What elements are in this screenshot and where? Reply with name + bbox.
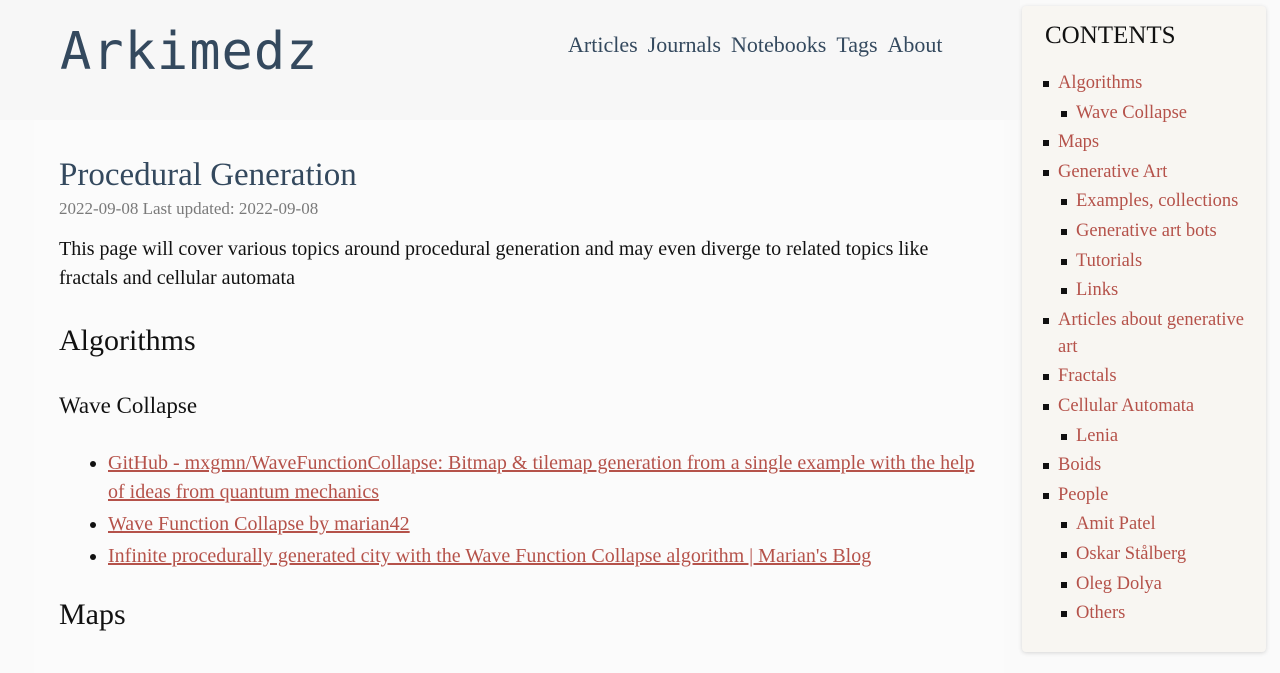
page-title: Procedural Generation (59, 157, 357, 193)
toc-link[interactable]: Articles about generative art (1058, 309, 1244, 357)
link-github-wavefunctioncollapse[interactable]: GitHub - mxgmn/WaveFunctionCollapse: Bitmap & tilemap generation from a single example with the help of ideas from quantum mechanics (108, 452, 975, 503)
main-nav (568, 32, 943, 58)
toc-link[interactable]: Examples, collections (1076, 191, 1239, 212)
toc-link[interactable]: Oskar Stålberg (1076, 543, 1187, 564)
toc-link[interactable]: Tutorials (1076, 250, 1143, 271)
site-header (0, 0, 1020, 120)
toc-item-oskar-stalberg (1060, 541, 1257, 568)
toc-link[interactable]: Links (1076, 280, 1119, 301)
nav-journals[interactable]: Journals (647, 32, 721, 57)
toc-link[interactable]: Generative Art (1058, 161, 1168, 182)
nav-articles[interactable]: Articles (568, 32, 638, 57)
toc-item-articles-generative-art (1042, 307, 1257, 361)
toc-item-examples-collections (1060, 188, 1257, 215)
section-heading-maps: Maps (59, 598, 126, 631)
toc-link[interactable]: Lenia (1076, 425, 1119, 446)
toc-item-maps (1042, 129, 1257, 156)
article-intro: This page will cover various topics around procedural generation and may even diverge to related topics like fractals and cellular automata (59, 238, 929, 289)
toc-link[interactable]: Cellular Automata (1058, 395, 1195, 416)
toc-link[interactable]: Wave Collapse (1076, 102, 1188, 123)
list-item (108, 542, 989, 571)
toc-link[interactable]: Amit Patel (1076, 514, 1156, 535)
toc-link[interactable]: Generative art bots (1076, 220, 1217, 241)
wave-collapse-link-list (59, 449, 989, 571)
section-heading-algorithms: Algorithms (59, 324, 196, 357)
toc-link[interactable]: People (1058, 484, 1109, 505)
article-content (59, 155, 989, 635)
toc-item-oleg-dolya (1060, 571, 1257, 598)
toc-link[interactable]: Oleg Dolya (1076, 573, 1162, 594)
nav-about[interactable]: About (887, 32, 943, 57)
toc-item-cellular-automata (1042, 393, 1257, 420)
article-dates: 2022-09-08 Last updated: 2022-09-08 (59, 199, 319, 218)
nav-tags[interactable]: Tags (836, 32, 878, 57)
toc-link[interactable]: Others (1076, 603, 1126, 624)
toc-title: CONTENTS (1045, 22, 1176, 49)
toc-item-others (1060, 600, 1257, 627)
toc-item-links (1060, 277, 1257, 304)
subsection-heading-wave-collapse: Wave Collapse (59, 393, 198, 418)
site-logo[interactable]: Arkimedz (60, 22, 319, 82)
toc-item-tutorials (1060, 248, 1257, 275)
toc-link[interactable]: Maps (1058, 132, 1100, 153)
list-item (108, 449, 989, 507)
toc-item-generative-art (1042, 159, 1257, 186)
table-of-contents (1022, 6, 1266, 652)
toc-item-fractals (1042, 363, 1257, 390)
nav-notebooks[interactable]: Notebooks (730, 32, 827, 57)
list-item (108, 510, 989, 539)
toc-item-wave-collapse (1060, 100, 1257, 127)
toc-item-algorithms (1042, 70, 1257, 97)
toc-list (1042, 70, 1257, 630)
toc-item-generative-art-bots (1060, 218, 1257, 245)
toc-item-amit-patel (1060, 511, 1257, 538)
link-wave-function-collapse-marian42[interactable]: Wave Function Collapse by marian42 (108, 513, 410, 535)
toc-item-people (1042, 482, 1257, 509)
toc-item-boids (1042, 452, 1257, 479)
toc-link[interactable]: Boids (1058, 455, 1102, 476)
toc-item-lenia (1060, 423, 1257, 450)
toc-link[interactable]: Fractals (1058, 366, 1117, 387)
link-infinite-city-blog[interactable]: Infinite procedurally generated city with the Wave Function Collapse algorithm | Marian's Blog (108, 545, 872, 567)
toc-link[interactable]: Algorithms (1058, 73, 1143, 93)
